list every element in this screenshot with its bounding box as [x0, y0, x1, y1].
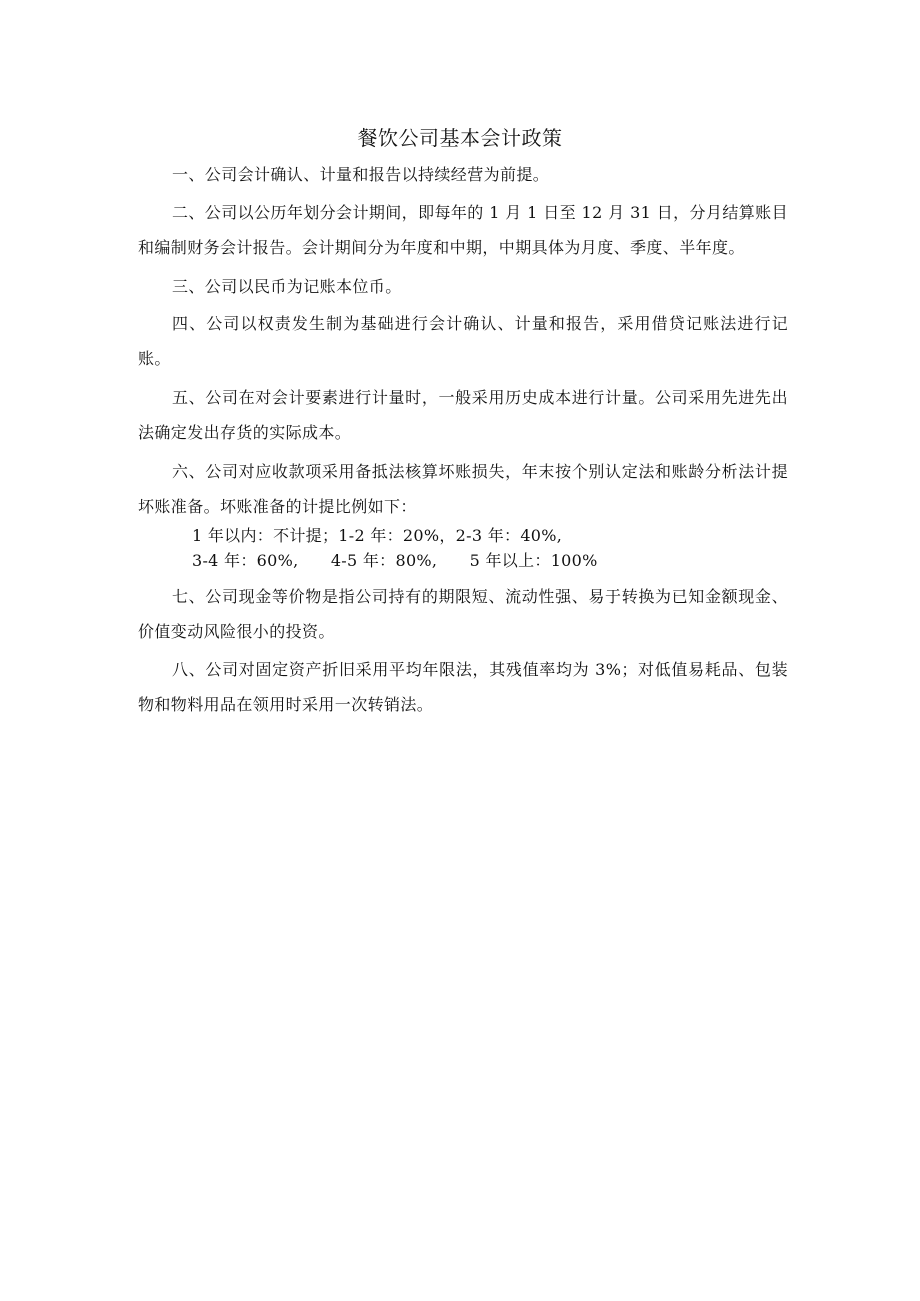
bad-debt-rate-line-1: 1 年以内：不计提；1-2 年：20%，2-3 年：40%,	[192, 526, 563, 545]
policy-paragraph-6: 六、公司对应收款项采用备抵法核算坏账损失，年末按个别认定法和账龄分析法计提坏账准备。坏账准备的计提比例如下：	[138, 462, 788, 516]
policy-paragraph-3: 三、公司以民币为记账本位币。	[172, 277, 402, 296]
policy-paragraph-1: 一、公司会计确认、计量和报告以持续经营为前提。	[172, 165, 550, 184]
policy-paragraph-8: 八、公司对固定资产折旧采用平均年限法，其残值率均为 3%；对低值易耗品、包装物和物料用品在领用时采用一次转销法。	[138, 660, 788, 714]
policy-paragraph-5: 五、公司在对会计要素进行计量时，一般采用历史成本进行计量。公司采用先进先出法确定发出存货的实际成本。	[138, 388, 788, 442]
policy-paragraph-4: 四、公司以权责发生制为基础进行会计确认、计量和报告，采用借贷记账法进行记账。	[138, 314, 788, 368]
policy-paragraph-2: 二、公司以公历年划分会计期间，即每年的 1 月 1 日至 12 月 31 日，分月结算账目和编制财务会计报告。会计期间分为年度和中期，中期具体为月度、季度、半年度。	[138, 203, 788, 257]
document-title: 餐饮公司基本会计政策	[357, 126, 563, 150]
policy-paragraph-7: 七、公司现金等价物是指公司持有的期限短、流动性强、易于转换为已知金额现金、价值变动风险很小的投资。	[138, 587, 788, 641]
bad-debt-rate-line-2: 3-4 年：60%, 4-5 年：80%, 5 年以上：100%	[192, 551, 598, 570]
